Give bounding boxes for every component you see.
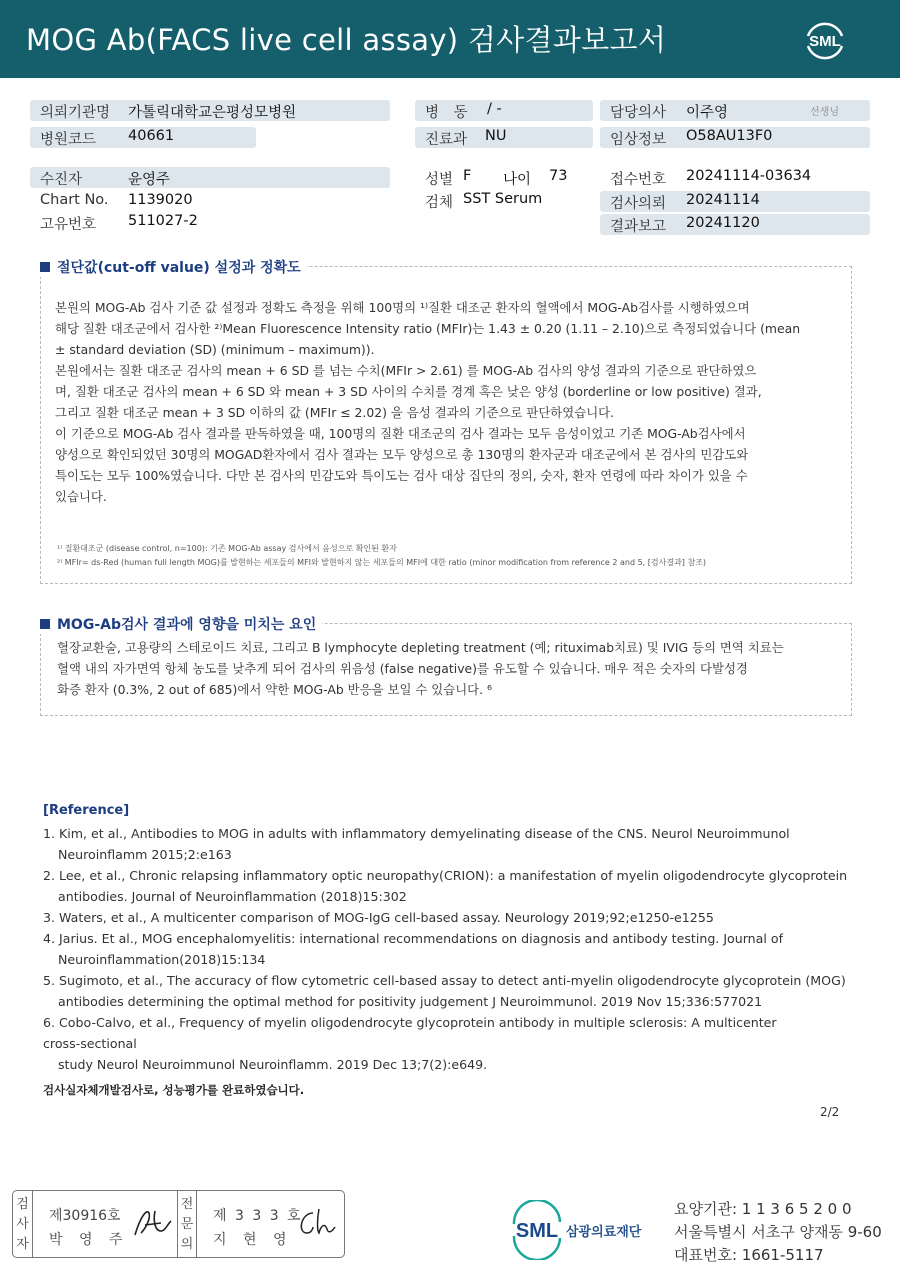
org-address: 서울특별시 서초구 양재동 9-60	[674, 1223, 882, 1241]
examiner-label-text: 검사자	[16, 1197, 29, 1252]
reference-item-cont: cross-sectional	[43, 1036, 137, 1051]
cutoff-section-title	[40, 257, 307, 277]
reference-item: 3. Waters, et al., A multicenter comparison of MOG-IgG cell-based assay. Neurology 2019;92;e1250-e1255	[43, 910, 714, 925]
footnote-2: ²⁾ MFIr= ds-Red (human full length MOG)를 발현하는 세포들의 MFI와 발현하지 않는 세포들의 MFI에 대한 ratio (minor modification from reference 2 and 5, [검사결과] 참조)	[57, 558, 707, 567]
report-date-field	[600, 214, 870, 235]
institution-value: 가톨릭대학교은평성모병원	[128, 105, 297, 121]
specialist-license: 제 3 3 3 호	[213, 1208, 303, 1224]
factors-section-title-text: MOG-Ab검사 결과에 영향을 미치는 요인	[57, 617, 317, 633]
reference-heading: [Reference]	[43, 803, 130, 818]
reference-item-cont: antibodies. Journal of Neuroinflammation (2018)15:302	[58, 889, 407, 904]
square-bullet-icon	[40, 262, 50, 272]
cutoff-line: 양성으로 확인되었던 30명의 MOGAD환자에서 검사 결과는 모두 양성으로 총 130명의 환자군과 대조군에서 본 검사의 민감도와	[55, 447, 749, 462]
receipt-field	[600, 167, 870, 188]
clinical-label: 임상정보	[610, 132, 667, 148]
uid-label: 고유번호	[40, 217, 97, 233]
specialist-label-text: 전문의	[180, 1197, 194, 1252]
specimen-label: 검체	[425, 195, 454, 211]
ward-label: 병 동	[425, 105, 473, 121]
receipt-label: 접수번호	[610, 172, 667, 188]
ward-value: / -	[487, 101, 502, 117]
specialist-name: 지 현 영	[213, 1232, 293, 1248]
signature-box	[12, 1190, 345, 1258]
cutoff-line: 특이도는 모두 100%였습니다. 다만 본 검사의 민감도와 특이도는 검사 대상 집단의 정의, 숫자, 환자 연령에 따라 차이가 있을 수	[55, 468, 748, 483]
reference-item: 1. Kim, et al., Antibodies to MOG in adults with inflammatory demyelinating disease of the CNS. Neurol Neuroimmunol	[43, 826, 790, 841]
examiner-name: 박 영 주	[49, 1232, 129, 1248]
doctor-value: 이주영	[686, 105, 729, 121]
patient-label: 수진자	[40, 172, 83, 188]
report-date-value: 20241120	[686, 215, 760, 231]
receipt-value: 20241114-03634	[686, 168, 812, 184]
cutoff-line: ± standard deviation (SD) (minimum – maximum)).	[55, 342, 375, 357]
cutoff-line: 본원에서는 질환 대조군 검사의 mean + 6 SD 를 넘는 수치(MFIr > 2.61) 를 MOG-Ab 검사의 양성 결과의 기준으로 판단하였으	[55, 363, 757, 378]
patient-value: 윤영주	[128, 172, 171, 188]
sex-label: 성별	[425, 172, 454, 188]
clinical-value: O58AU13F0	[686, 128, 773, 144]
specimen-value: SST Serum	[463, 191, 543, 207]
square-bullet-icon	[40, 619, 50, 629]
org-logo	[510, 1200, 670, 1260]
reference-item-cont: study Neurol Neuroimmunol Neuroinflamm. 2019 Dec 13;7(2):e649.	[58, 1057, 488, 1072]
org-name: 삼광의료재단	[566, 1225, 642, 1240]
examiner-signature-icon	[131, 1205, 177, 1241]
doctor-label: 담당의사	[610, 105, 667, 121]
specialist-label	[177, 1191, 197, 1257]
chart-field	[30, 191, 390, 212]
age-label: 나이	[503, 172, 532, 188]
ward-field	[415, 100, 593, 121]
reference-item: 2. Lee, et al., Chronic relapsing inflammatory optic neuropathy(CRION): a manifestation of myelin oligodendrocyte glycoprotein	[43, 868, 848, 883]
cutoff-line: 있습니다.	[55, 489, 107, 504]
report-header	[0, 0, 900, 78]
sml-org-logo-icon	[510, 1200, 670, 1260]
report-date-label: 결과보고	[610, 219, 667, 235]
doctor-suffix: 선생님	[810, 107, 839, 118]
cutoff-section-text	[55, 297, 845, 507]
factors-line: 혈액 내의 자가면역 항체 농도를 낮추게 되어 검사의 위음성 (false negative)를 유도할 수 있습니다. 매우 적은 숫자의 다발성경	[57, 661, 748, 676]
examiner-license: 제30916호	[49, 1208, 121, 1224]
reference-item: 6. Cobo-Calvo, et al., Frequency of myelin oligodendrocyte glycoprotein antibody in multiple sclerosis: A multicenter	[43, 1015, 777, 1030]
doctor-field	[600, 100, 870, 121]
factors-section-text	[57, 637, 847, 700]
sml-logo-text: SML	[809, 33, 841, 50]
specimen-field	[415, 190, 593, 211]
institution-field	[30, 100, 390, 121]
factors-section-title	[40, 614, 322, 634]
request-field	[600, 191, 870, 212]
reference-list	[43, 800, 863, 1075]
cutoff-line: 이 기준으로 MOG-Ab 검사 결과를 판독하였을 때, 100명의 질환 대조군의 검사 결과는 모두 음성이었고 기존 MOG-Ab검사에서	[55, 426, 746, 441]
sml-logo-icon	[800, 14, 850, 64]
org-code: 요양기관: 1 1 3 6 5 2 0 0	[674, 1200, 852, 1218]
reference-item-cont: Neuroinflammation(2018)15:134	[58, 952, 266, 967]
reference-item-cont: antibodies determining the optimal method for positivity judgement J Neuroimmunol. 2019 Nov 15;336:577021	[58, 994, 763, 1009]
specialist-signature-icon	[293, 1205, 339, 1241]
footnote-1: ¹⁾ 질환대조군 (disease control, n=100): 기존 MOG-Ab assay 검사에서 음성으로 확인된 환자	[57, 544, 397, 553]
request-value: 20241114	[686, 192, 760, 208]
cutoff-section-title-text: 절단값(cut-off value) 설정과 정확도	[57, 260, 301, 276]
age-value: 73	[549, 168, 568, 184]
dept-value: NU	[485, 128, 507, 144]
org-logo-text: SML	[515, 1220, 559, 1242]
hospcode-value: 40661	[128, 128, 175, 144]
cutoff-line: 해당 질환 대조군에서 검사한 ²⁾Mean Fluorescence Intensity ratio (MFIr)는 1.43 ± 0.20 (1.11 – 2.10)으로 측정되었습니다 (mean	[55, 321, 801, 336]
hospcode-field	[30, 127, 256, 148]
cutoff-line: 본원의 MOG-Ab 검사 기준 값 설정과 정확도 측정을 위해 100명의 ¹⁾질환 대조군 환자의 혈액에서 MOG-Ab검사를 시행하였으며	[55, 300, 750, 315]
hospcode-label: 병원코드	[40, 132, 97, 148]
report-title: MOG Ab(FACS live cell assay) 검사결과보고서	[26, 23, 667, 57]
uid-value: 511027-2	[128, 213, 198, 229]
dept-field	[415, 127, 593, 148]
chart-label: Chart No.	[40, 192, 109, 208]
examiner-label	[13, 1191, 33, 1257]
factors-line: 화증 환자 (0.3%, 2 out of 685)에서 약한 MOG-Ab 반응을 보일 수 있습니다. ⁶	[57, 682, 492, 697]
patient-field	[30, 167, 390, 188]
org-phone: 대표번호: 1661-5117	[674, 1246, 824, 1264]
factors-line: 혈장교환술, 고용량의 스테로이드 치료, 그리고 B lymphocyte depleting treatment (예; rituximab치료) 및 IVIG 등의 면역 치료는	[57, 640, 784, 655]
request-label: 검사의뢰	[610, 196, 667, 212]
reference-item: 4. Jarius. Et al., MOG encephalomyelitis: international recommendations on diagnosis and antibody testing. Journal of	[43, 931, 784, 946]
reference-item: 5. Sugimoto, et al., The accuracy of flow cytometric cell-based assay to detect anti-myelin oligodendrocyte glycoprotein (MOG)	[43, 973, 846, 988]
institution-label: 의뢰기관명	[40, 105, 111, 121]
dept-label: 진료과	[425, 132, 468, 148]
page-number: 2/2	[820, 1105, 840, 1119]
sex-value: F	[463, 168, 472, 184]
cutoff-line: 그리고 질환 대조군 mean + 3 SD 이하의 값 (MFIr ≤ 2.02) 을 음성 결과의 기준으로 판단하였습니다.	[55, 405, 615, 420]
uid-field	[30, 212, 390, 233]
cutoff-line: 며, 질환 대조군 검사의 mean + 6 SD 와 mean + 3 SD 사이의 수치를 경계 혹은 낮은 양성 (borderline or low positive) 결과,	[55, 384, 762, 399]
clinical-field	[600, 127, 870, 148]
reference-item-cont: Neuroinflamm 2015;2:e163	[58, 847, 232, 862]
validation-note: 검사실자체개발검사로, 성능평가를 완료하였습니다.	[43, 1083, 305, 1097]
sex-age-field	[415, 167, 593, 188]
chart-value: 1139020	[128, 192, 193, 208]
